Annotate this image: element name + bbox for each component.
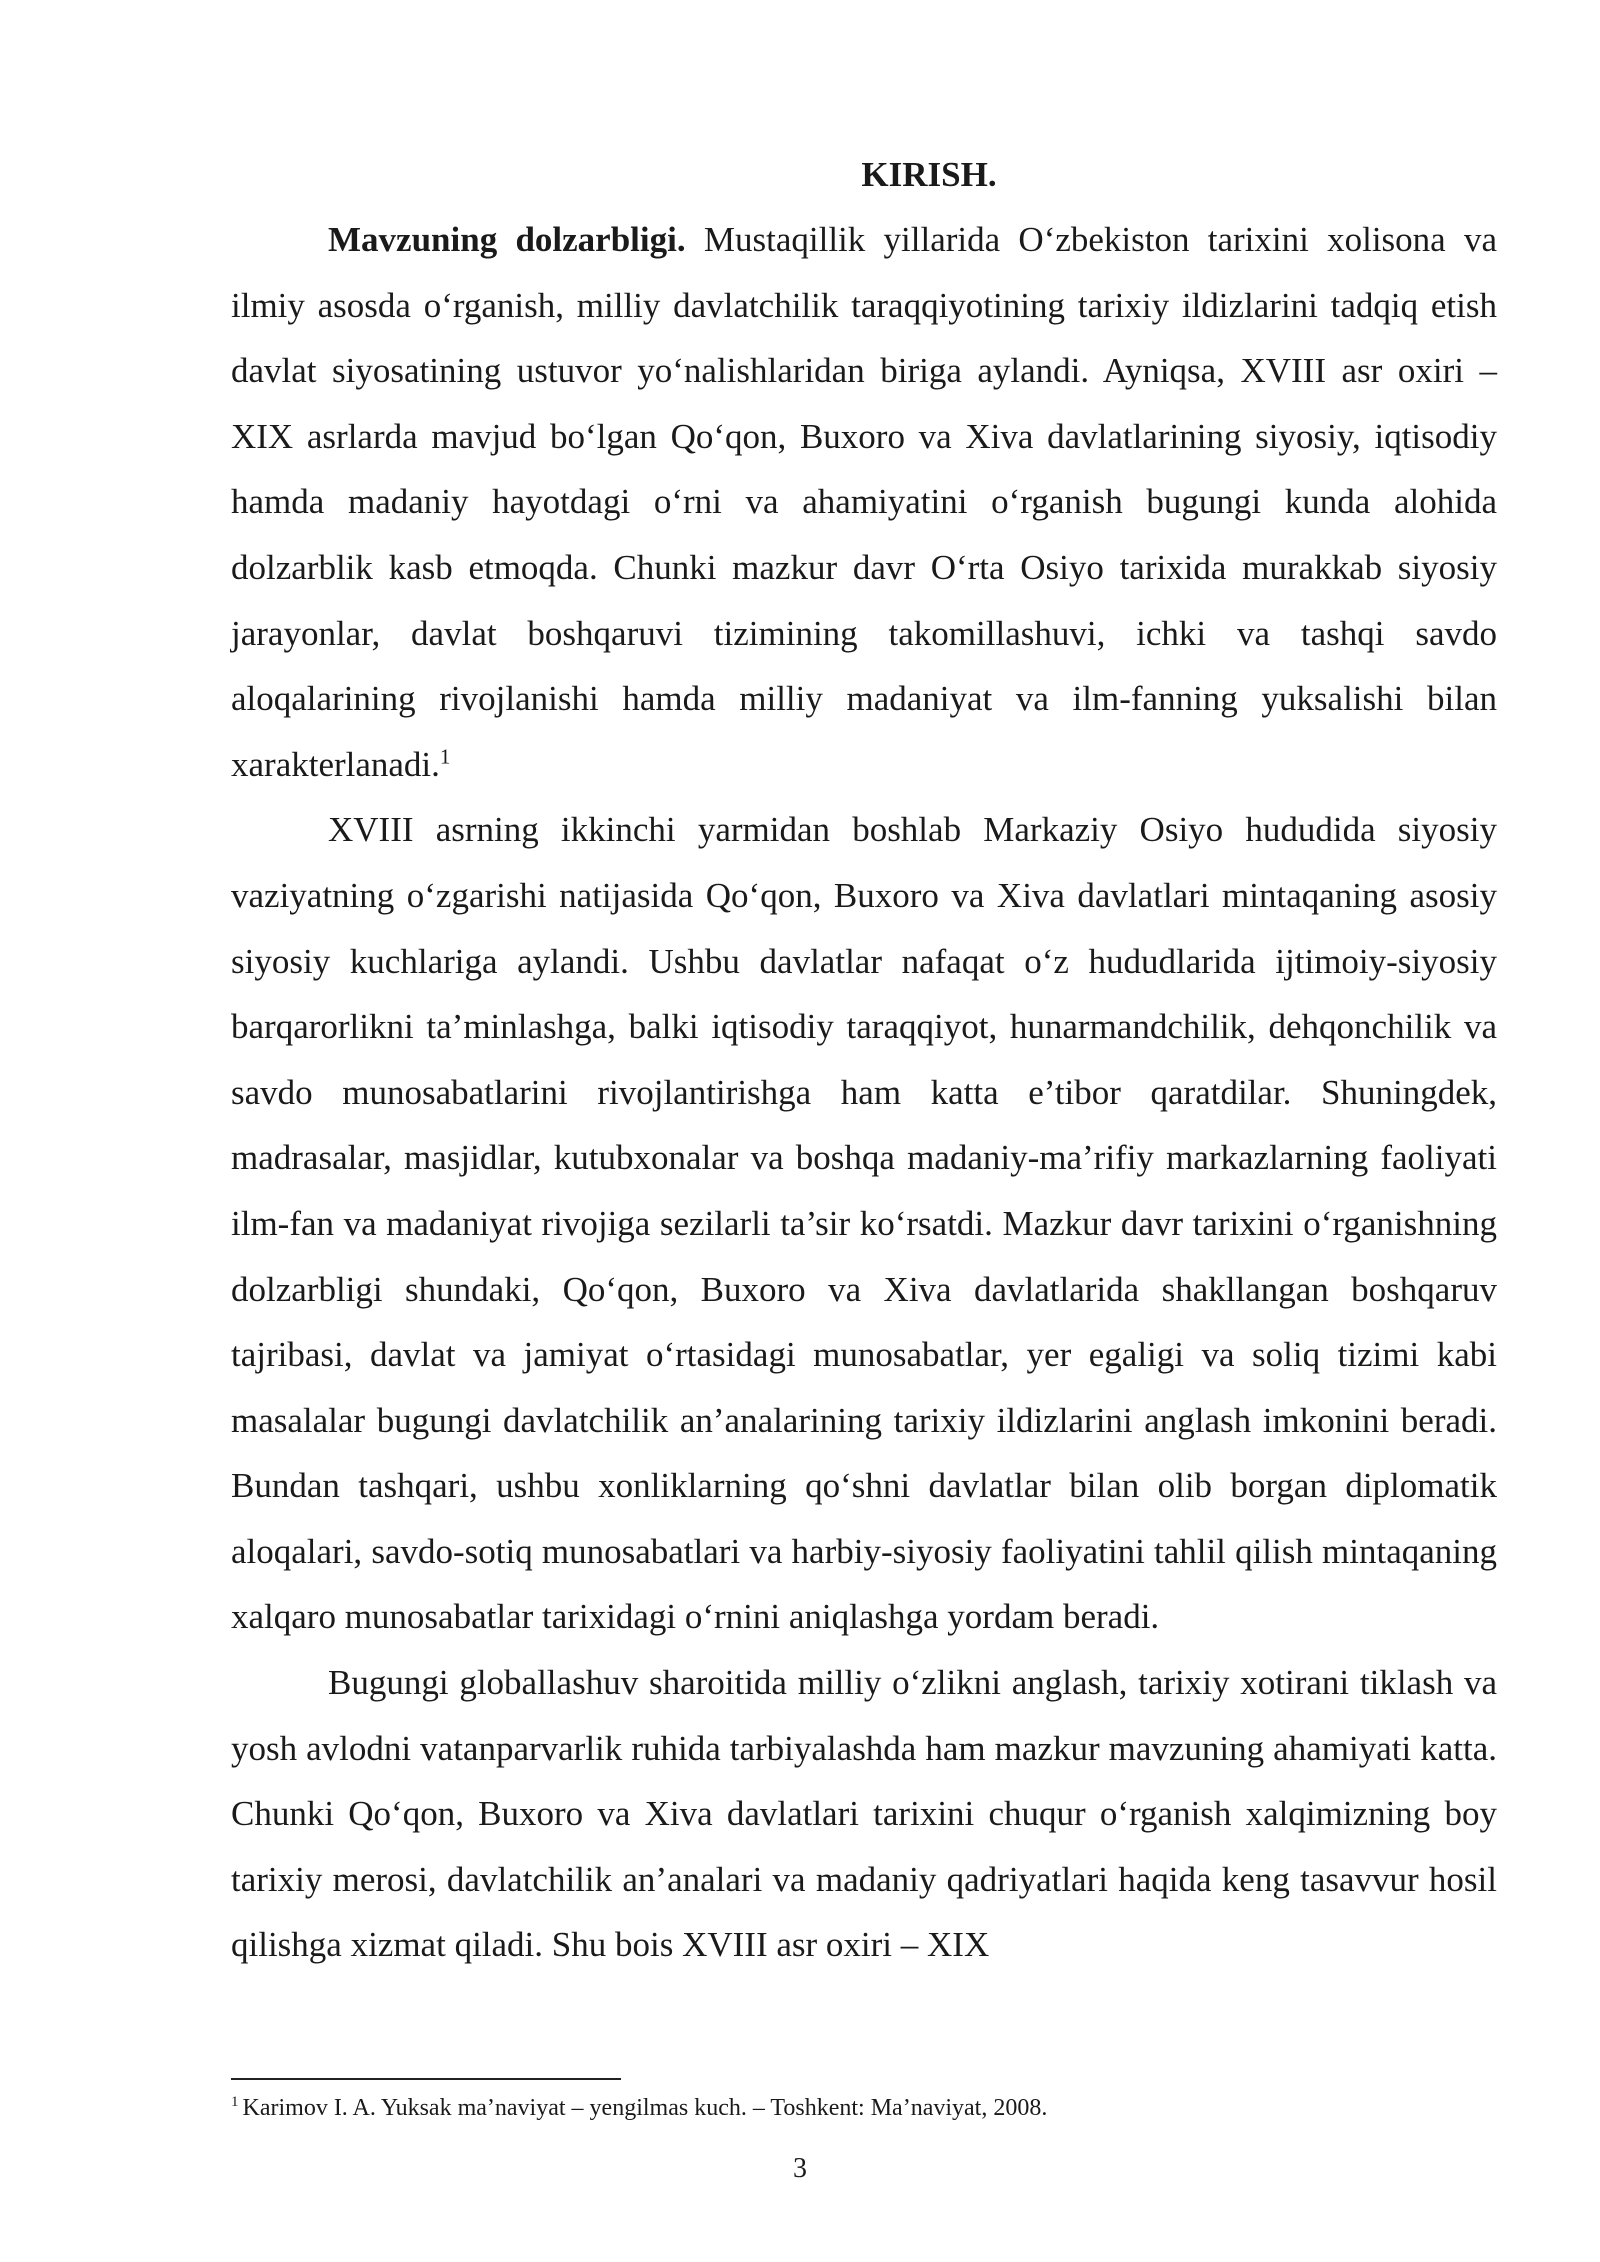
- footnote: [231, 2093, 1497, 2123]
- page-number: 3: [793, 2153, 807, 2184]
- paragraph-lead-bold: Mavzuning dolzarbligi.: [328, 220, 686, 259]
- footnote-separator: [231, 2078, 621, 2080]
- section-heading: KIRISH.: [861, 155, 997, 194]
- footnote-reference[interactable]: 1: [439, 744, 451, 769]
- page-body: [231, 142, 1497, 1978]
- paragraph-second: [231, 797, 1497, 1650]
- footnote-text: Karimov I. A. Yuksak ma’naviyat – yengilmas kuch. – Toshkent: Ma’naviyat, 2008.: [242, 2095, 1048, 2121]
- paragraph-text: Bugungi globallashuv sharoitida milliy o‘zlikni anglash, tarixiy xotirani tiklash va yosh avlodni vatanparvarlik ruhida tarbiyalashda ham mazkur mavzuning ahamiyati katta. Chunki Qo‘qon, Buxoro va Xiva davlatlari tarixini chuqur o‘rganish xalqimizning boy tarixiy merosi, davlatchilik an’analari va madaniy qadriyatlari haqida keng tasavvur hosil qilishga xizmat qiladi. Shu bois XVIII asr oxiri – XIX: [231, 1663, 1497, 1965]
- paragraph-text: Mustaqillik yillarida O‘zbekiston tarixini xolisona va ilmiy asosda o‘rganish, milliy davlatchilik taraqqiyotining tarixiy ildizlarini tadqiq etish davlat siyosatining ustuvor yo‘nalishlaridan biriga aylandi. Ayniqsa, XVIII asr oxiri – XIX asrlarda mavjud bo‘lgan Qo‘qon, Buxoro va Xiva davlatlarining siyosiy, iqtisodiy hamda madaniy hayotdagi o‘rni va ahamiyatini o‘rganish bugungi kunda alohida dolzarblik kasb etmoqda. Chunki mazkur davr O‘rta Osiyo tarixida murakkab siyosiy jarayonlar, davlat boshqaruvi tizimining takomillashuvi, ichki va tashqi savdo aloqalarining rivojlanishi hamda milliy madaniyat va ilm-fanning yuksalishi bilan xarakterlanadi.: [231, 220, 1498, 784]
- paragraph-third: [231, 1650, 1497, 1978]
- paragraph-text: XVIII asrning ikkinchi yarmidan boshlab Markaziy Osiyo hududida siyosiy vaziyatning o‘zgarishi natijasida Qo‘qon, Buxoro va Xiva davlatlari mintaqaning asosiy siyosiy kuchlariga aylandi. Ushbu davlatlar nafaqat o‘z hududlarida ijtimoiy-siyosiy barqarorlikni ta’minlashga, balki iqtisodiy taraqqiyot, hunarmandchilik, dehqonchilik va savdo munosabatlarini rivojlantirishga ham katta e’tibor qaratdilar. Shuningdek, madrasalar, masjidlar, kutubxonalar va boshqa madaniy-ma’rifiy markazlarning faoliyati ilm-fan va madaniyat rivojiga sezilarli ta’sir ko‘rsatdi. Mazkur davr tarixini o‘rganishning dolzarbligi shundaki, Qo‘qon, Buxoro va Xiva davlatlarida shakllangan boshqaruv tajribasi, davlat va jamiyat o‘rtasidagi munosabatlar, yer egaligi va soliq tizimi kabi masalalar bugungi davlatchilik an’analarining tarixiy ildizlarini anglash imkonini beradi. Bundan tashqari, ushbu xonliklarning qo‘shni davlatlar bilan olib borgan diplomatik aloqalari, savdo-sotiq munosabatlari va harbiy-siyosiy faoliyatini tahlil qilish mintaqaning xalqaro munosabatlar tarixidagi o‘rnini aniqlashga yordam beradi.: [231, 810, 1497, 1637]
- footnote-marker: 1: [231, 2094, 239, 2110]
- paragraph-relevance: [231, 207, 1497, 797]
